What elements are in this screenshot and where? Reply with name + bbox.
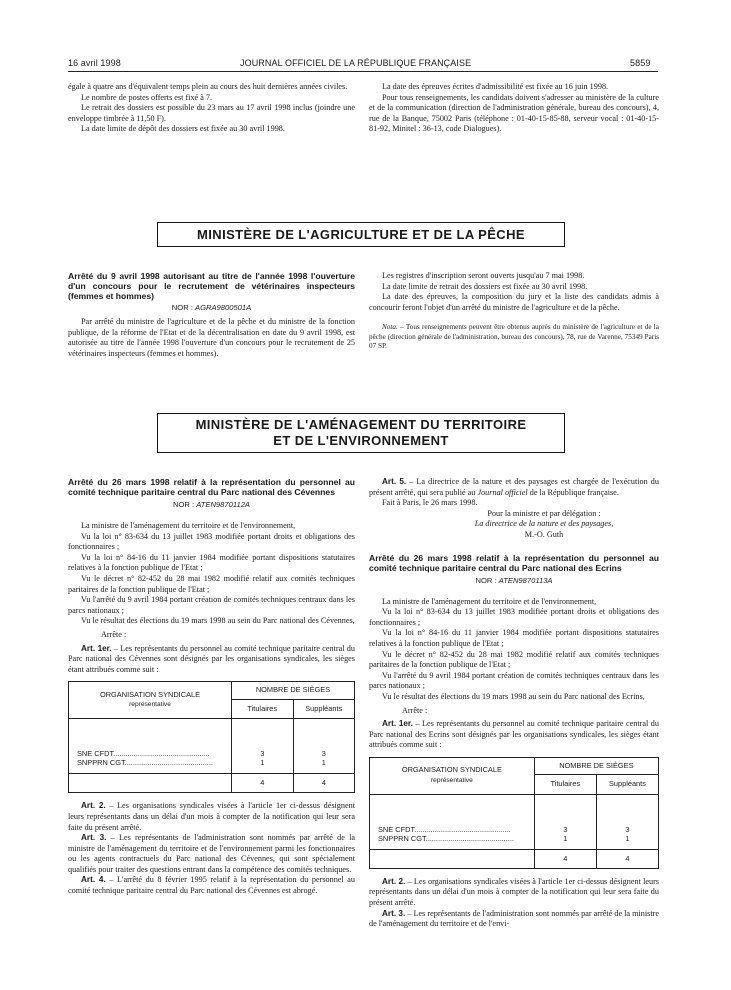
article-2: Art. 2. – Les organisations syndicales visées à l'article 1er ci-dessus désignent leurs représentants dans un délai d'un mois à compter de la notification qui leur sera faite du présent arrêté.: [68, 801, 355, 832]
nor-reference: NOR : ATEN9870113A: [475, 575, 553, 585]
page-number: 5859: [630, 58, 651, 68]
visa: Vu la loi n° 84-16 du 11 janvier 1984 modifiée portant dispositions statutaires relatives à la fonction publique de l'Etat ;: [369, 628, 659, 648]
article-1: Art. 1er. – Les représentants du personnel au comité technique paritaire central du Parc national des Cévennes sont désignés par les organisations syndicales, les sièges étant attribués comme suit :: [68, 643, 355, 674]
paragraph: Les registres d'inscription seront ouverts jusqu'au 7 mai 1998.: [382, 271, 585, 280]
ministry-heading-agriculture: [157, 222, 565, 247]
agriculture-left-column: [68, 271, 355, 360]
ministry-title: MINISTÈRE DE L'AGRICULTURE ET DE LA PÊCHE: [197, 227, 525, 242]
paragraph: Le nombre de postes offerts est fixé à 7.: [81, 92, 213, 102]
titulaires-header: Titulaires: [534, 775, 596, 795]
visa: Vu la loi n° 83-634 du 13 juillet 1983 modifiée portant droits et obligations des fonctionnaires ;: [68, 531, 355, 552]
suppleants-header: Suppléants: [596, 775, 658, 795]
suppleants-header: Suppléants: [293, 699, 355, 719]
total-label: [69, 774, 232, 793]
table-row: [370, 794, 659, 849]
nor-reference: NOR : AGRA9800501A: [171, 302, 252, 312]
titulaires-values: 3 1: [232, 719, 293, 774]
decree-title: Arrêté du 26 mars 1998 relatif à la représentation du personnel au comité technique paritaire central du Parc national des Cévennes: [68, 477, 355, 498]
titulaires-values: 3 1: [534, 794, 596, 849]
paragraph: La date limite de retrait des dossiers est fixée au 30 avril 1998.: [382, 281, 588, 291]
ministry-heading-environment: [157, 413, 565, 453]
agriculture-right-column: [369, 271, 659, 351]
total-label: [370, 849, 535, 868]
paragraph: Par arrêté du ministre de l'agriculture et de la pêche et du ministre de la fonction publique, de la réforme de l'Etat et de la décentralisation en date du 9 avril 1998, est autorisée au titre de l'année 1998 l'ouverture d'un concours pour le recrutement de 25 vétérinaires inspecteurs (femmes et hommes).: [68, 317, 355, 358]
page-date: 16 avril 1998: [68, 58, 121, 68]
arrete-label: Arrête :: [101, 629, 127, 639]
paragraph: égale à quatre ans d'équivalent temps plein au cours des huit dernières années civiles.: [68, 82, 348, 91]
paragraph: La date limite de dépôt des dossiers est fixée au 30 avril 1998.: [81, 124, 285, 134]
decree-title: Arrêté du 26 mars 1998 relatif à la représentation du personnel au comité technique paritaire central du Parc national des Ecrins: [369, 552, 659, 573]
paragraph: Le retrait des dossiers est possible du 23 mars au 17 avril 1998 inclus (joindre une enveloppe timbrée à 11,50 F).: [68, 103, 355, 123]
total-titulaires: 4: [534, 849, 596, 868]
org-names: SNE CFDT............................................... SNPPRN CGT...........................................: [69, 719, 232, 774]
ministry-title-line2: ET DE L'ENVIRONNEMENT: [273, 433, 449, 448]
visa: La ministre de l'aménagement du territoire et de l'environnement,: [81, 521, 296, 530]
table-total-row: [69, 774, 355, 793]
signature-date: Fait à Paris, le 26 mars 1998.: [382, 498, 478, 508]
visa: Vu le décret n° 82-452 du 28 mai 1982 modifié relatif aux comités techniques paritaires de la fonction publique de l'Etat ;: [369, 649, 659, 670]
total-titulaires: 4: [232, 774, 293, 793]
visa: Vu le résultat des élections du 19 mars 1998 au sein du Parc national des Cévennes,: [81, 616, 355, 626]
signatory-name: M.-O. Guth: [524, 529, 564, 539]
visa: Vu le résultat des élections du 19 mars 1998 au sein du Parc national des Ecrins,: [382, 691, 645, 701]
visa: Vu la loi n° 84-16 du 11 janvier 1984 modifiée portant dispositions statutaires relatives à la fonction publique de l'Etat ;: [68, 552, 355, 573]
ecrins-right-column: [369, 477, 659, 930]
total-suppleants: 4: [293, 774, 355, 793]
arrete-label: Arrête :: [402, 705, 428, 715]
org-names: SNE CFDT............................................... SNPPRN CGT...........................................: [370, 794, 535, 849]
seats-table: [369, 757, 659, 869]
table-total-row: [370, 849, 659, 868]
signature-line: Pour la ministre et par délégation :: [487, 508, 601, 518]
signature-title: La directrice de la nature et des paysages,: [474, 519, 614, 529]
org-header: ORGANISATION SYNDICALE représentative: [69, 682, 232, 719]
visa: Vu l'arrêté du 9 avril 1984 portant création de comités techniques centraux dans les parcs nationaux ;: [68, 595, 355, 615]
suppleants-values: 3 1: [596, 794, 658, 849]
seats-header: NOMBRE DE SIÈGES: [534, 757, 658, 774]
paragraph: La date des épreuves, la composition du jury et la liste des candidats admis à concourir feront l'objet d'un arrêté du ministre de l'agriculture et de la pêche.: [369, 292, 659, 312]
decree-title: Arrêté du 9 avril 1998 autorisant au titre de l'année 1998 l'ouverture d'un concours pour le recrutement de vétérinaires inspecteurs (femmes et hommes): [68, 271, 355, 302]
visa: La ministre de l'aménagement du territoire et de l'environnement,: [382, 596, 597, 606]
seats-table: [68, 681, 355, 793]
ministry-title-line1: MINISTÈRE DE L'AMÉNAGEMENT DU TERRITOIRE: [195, 417, 527, 432]
cevennes-left-column: [68, 477, 355, 897]
article-4: Art. 4. – L'arrêté du 8 février 1995 relatif à la représentation du personnel au comité technique paritaire central du Parc national des Cévennes est abrogé.: [68, 875, 355, 896]
header-rule: [68, 71, 658, 72]
paragraph: La date des épreuves écrites d'admissibilité est fixée au 16 juin 1998.: [382, 82, 609, 91]
nor-reference: NOR : ATEN9870112A: [173, 500, 250, 510]
top-right-column: [369, 82, 659, 135]
top-left-column: [68, 82, 355, 135]
journal-title: JOURNAL OFFICIEL DE LA RÉPUBLIQUE FRANÇAISE: [240, 58, 472, 68]
article-2: Art. 2. – Les organisations syndicales visées à l'article 1er ci-dessus désignent leurs représentants dans un délai d'un mois à compter de la notification qui leur sera faite du présent arrêté.: [369, 876, 659, 908]
paragraph: Pour tous renseignements, les candidats doivent s'adresser au ministère de la culture et de la communication (direction de l'administration générale, bureau des concours), 4, rue de la Banque, 75002 Paris (téléphone : 01-40-15-85-88, serveur vocal : 01-40-15-81-92, Minitel : 36-13, code Dialogues).: [369, 92, 659, 134]
article-3: Art. 3. – Les représentants de l'administration sont nommés par arrêté de la ministre de l'aménagement du territoire et de l'envi-: [369, 908, 659, 929]
visa: Vu l'arrêté du 9 avril 1984 portant création de comités techniques centraux dans les parcs nationaux ;: [369, 670, 659, 691]
article-3: Art. 3. – Les représentants de l'administration sont nommés par arrêté de la ministre de l'aménagement du territoire et de l'environnement parmi les fonctionnaires ou les agents contractuels du Parc national des Cévennes, qui sont spécialement qualifiés pour traiter des questions entrant dans la compétence des comités techniques.: [68, 833, 355, 874]
org-header: ORGANISATION SYNDICALE représentative: [370, 757, 535, 794]
titulaires-header: Titulaires: [232, 699, 293, 719]
visa: Vu la loi n° 83-634 du 13 juillet 1983 modifiée portant droits et obligations des fonctionnaires ;: [369, 607, 659, 627]
nota-note: Nota. – Tous renseignements peuvent être obtenus auprès du ministère de l'agriculture et de la pêche (direction générale de l'administration, bureau des concours), 78, rue de Varenne, 75349 Paris 07 SP.: [369, 323, 659, 350]
total-suppleants: 4: [596, 849, 658, 868]
article-1: Art. 1er. – Les représentants du personnel au comité technique paritaire central du Parc national des Ecrins sont désignés par les organisations syndicales, les sièges étant attribués comme suit :: [369, 719, 659, 750]
article-5: Art. 5. – La directrice de la nature et des paysages est chargée de l'exécution du présent arrêté, qui sera publié au Journal officiel de la République française.: [369, 477, 659, 497]
suppleants-values: 3 1: [293, 719, 355, 774]
seats-header: NOMBRE DE SIÈGES: [232, 682, 355, 699]
visa: Vu le décret n° 82-452 du 28 mai 1982 modifié relatif aux comités techniques paritaires de la fonction publique de l'Etat ;: [68, 573, 355, 594]
table-row: [69, 719, 355, 774]
